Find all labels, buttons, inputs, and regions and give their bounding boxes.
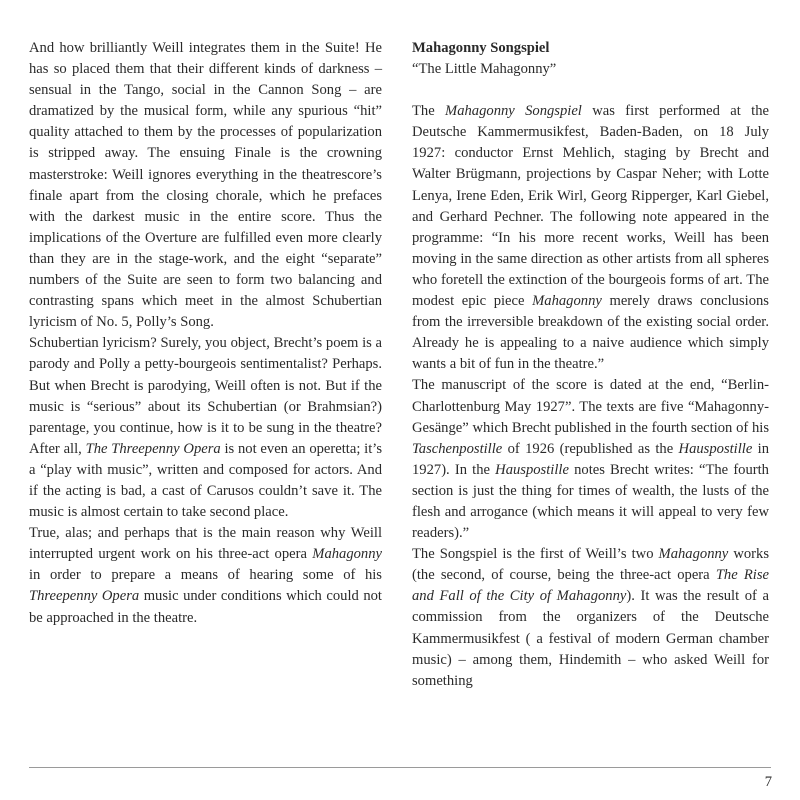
text-run: is not even an operetta; it’s a “play with music”, written and composed for actors. And if the acting is bad, a cast of Carusos couldn’t save it. The music is almost certain to take second place.: [29, 440, 382, 521]
italic-title-run: Mahagonny: [532, 293, 602, 310]
italic-title-run: The Threepenny Opera: [85, 440, 221, 457]
section-subheading: “The Little Mahagonny”: [412, 61, 557, 78]
paragraph-schubertian-lyricism: [29, 333, 382, 523]
text-run: works (the second, of course, being the three-act opera: [412, 546, 769, 584]
italic-title-run: Mahagonny: [658, 546, 729, 563]
paragraph-true-alas: [29, 523, 382, 628]
right-column: [412, 38, 769, 692]
spacer: [412, 80, 769, 101]
text-run: And how brilliantly Weill integrates them in the Suite! He has so placed them that their different kinds of darkness – sensual in the Tango, social in the Cannon Song – are dramatized by the musical form, while any spurious “hit” quality attached to them by the processes of popularization is stripped away. The ensuing Finale is the crowning masterstroke: Weill ignores everything in the theatrescore’s finale apart from the closing chorale, which he prefaces with the darkest music in the entire score. Thus the implications of the Overture are fulfilled even more clearly than they are in the stage-work, and the eight “separate” numbers of the Suite are seen to form two balancing and contrasting spans which meet in the almost Schubertian lyricism of No. 5, Polly’s Song.: [29, 40, 382, 331]
text-run: of 1926 (republished as the: [502, 440, 679, 457]
paragraph-songspiel-first: [412, 544, 769, 692]
text-run: in 1927). In the: [412, 440, 770, 478]
paragraph-brilliantly: [29, 38, 382, 333]
footer-rule: [29, 767, 771, 768]
text-run: True, alas; and perhaps that is the main reason why Weill interrupted urgent work on his three-act opera: [29, 525, 382, 563]
italic-title-run: Mahagonny: [312, 546, 382, 563]
italic-title-run: Mahagonny Songspiel: [445, 103, 582, 120]
text-run: merely draws conclusions from the irreversible breakdown of the existing social order. Already he is appealing to a naive audience which simply wants a bit of fun in the theatre.”: [412, 293, 769, 373]
paragraph-first-performed: [412, 101, 769, 375]
paragraph-manuscript: [412, 375, 769, 544]
page-number: 7: [764, 774, 772, 790]
text-run: Schubertian lyricism? Surely, you object, Brecht’s poem is a parody and Polly a petty-bourgeois sentimentalist? Perhaps. But when Brecht is parodying, Weill often is not. But if the music is “serious” about its Schubertian (or Brahmsian?) parentage, you continue, how is it to be sung in the theatre? After all,: [29, 335, 382, 457]
text-run: music under conditions which could not be approached in the theatre.: [29, 588, 382, 626]
italic-title-run: Threepenny Opera: [29, 588, 140, 605]
italic-title-run: Hauspostille: [678, 440, 753, 457]
text-run: in order to prepare a means of hearing some of his: [29, 567, 382, 584]
text-run: The Songspiel is the first of Weill’s two: [412, 546, 659, 563]
italic-title-run: The Rise and Fall of the City of Mahagonny: [412, 567, 769, 605]
text-run: notes Brecht writes: “The fourth section is just the thing for times of wealth, the lusts of the flesh and arrogance (which means it will appeal to very few readers).”: [412, 461, 769, 542]
italic-title-run: Taschenpostille: [412, 440, 503, 457]
italic-title-run: Hauspostille: [495, 461, 569, 478]
text-run: The manuscript of the score is dated at the end, “Berlin-Charlottenburg May 1927”. The texts are five “Mahagonny-Gesänge” which Brecht published in the fourth section of his: [412, 377, 769, 436]
text-run: was first performed at the Deutsche Kammermusikfest, Baden-Baden, on 18 July 1927: conductor Ernst Mehlich, staging by Brecht and Walter Brügmann, projections by Caspar Neher; with Lotte Lenya, Irene Eden, Erik Wirl, Georg Ripperger, Karl Giebel, and Gerhard Pechner. The following note appeared in the programme: “In his more recent works, Weill has been moving in the same direction as other artists from all spheres who foretell the extinction of the bourgeois forms of art. The modest epic piece: [412, 103, 769, 310]
left-column: [29, 38, 382, 629]
text-run: The: [412, 103, 446, 120]
section-heading: Mahagonny Songspiel: [412, 40, 550, 56]
text-run: ). It was the result of a commission from the organizers of the Deutsche Kammermusikfest ( a festival of modern German chamber music) – among them, Hindemith – who asked Weill for something: [412, 588, 769, 689]
